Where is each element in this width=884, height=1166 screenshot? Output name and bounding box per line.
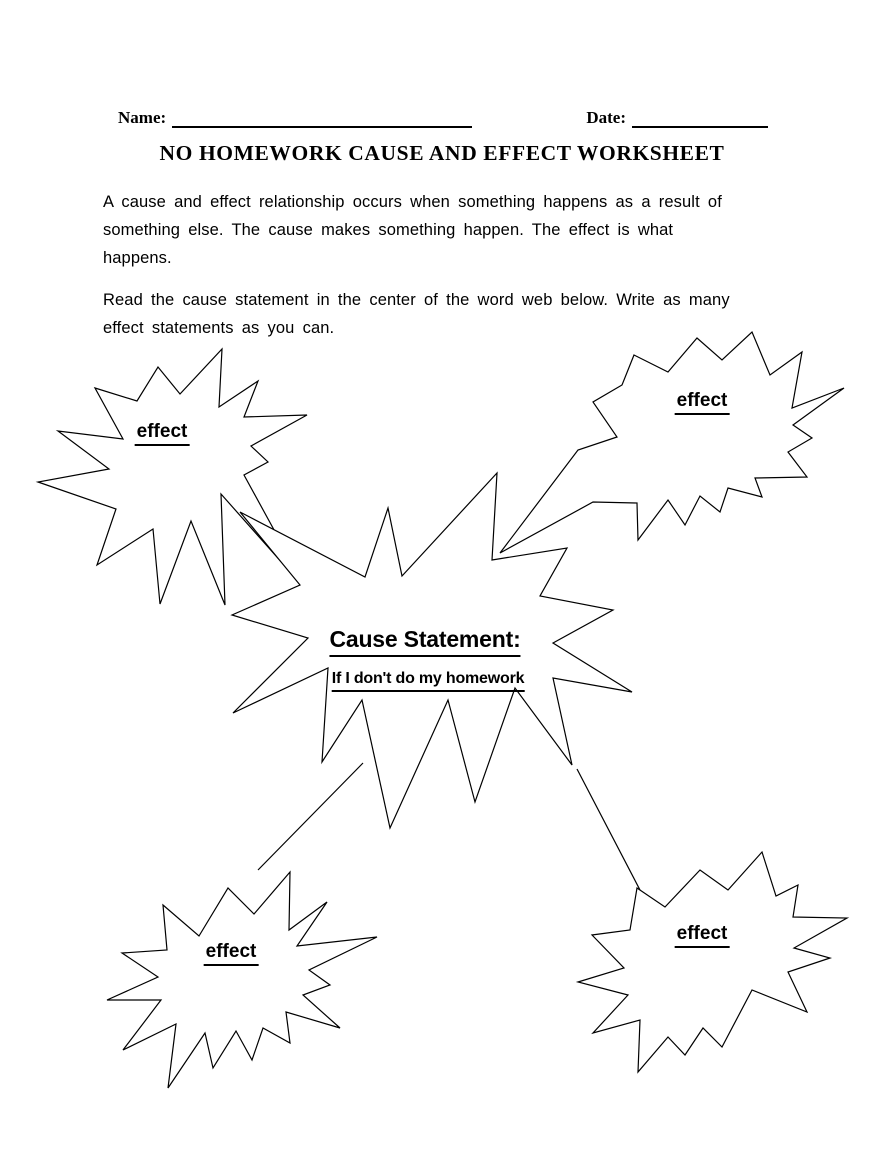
paragraph-line: something else. The cause makes something happen. The effect is what [103, 221, 674, 239]
name-label: Name: [118, 108, 167, 127]
effect-burst-bottom-right[interactable] [578, 852, 847, 1072]
cause-statement-heading: Cause Statement: [329, 626, 520, 657]
branch-line-bottom-right [577, 769, 640, 890]
effect-label-bottom-left: effect [204, 942, 259, 966]
paragraph-line: effect statements as you can. [103, 319, 335, 337]
branch-line-bottom-left [258, 763, 363, 870]
effect-label-top-right: effect [675, 391, 730, 415]
effect-burst-top-right[interactable] [500, 332, 844, 553]
cause-statement-text: If I don't do my homework [332, 670, 525, 692]
effect-burst-top-left[interactable] [38, 349, 308, 605]
effect-burst-bottom-left[interactable] [107, 872, 377, 1088]
effect-label-top-left: effect [135, 422, 190, 446]
paragraph-line: Read the cause statement in the center of the word web below. Write as many [103, 291, 730, 309]
paragraph-line: A cause and effect relationship occurs when something happens as a result of [103, 193, 722, 211]
date-label: Date: [586, 108, 626, 127]
effect-label-bottom-right: effect [675, 924, 730, 948]
page-title: NO HOMEWORK CAUSE AND EFFECT WORKSHEET [159, 141, 725, 165]
paragraph-line: happens. [103, 249, 172, 267]
